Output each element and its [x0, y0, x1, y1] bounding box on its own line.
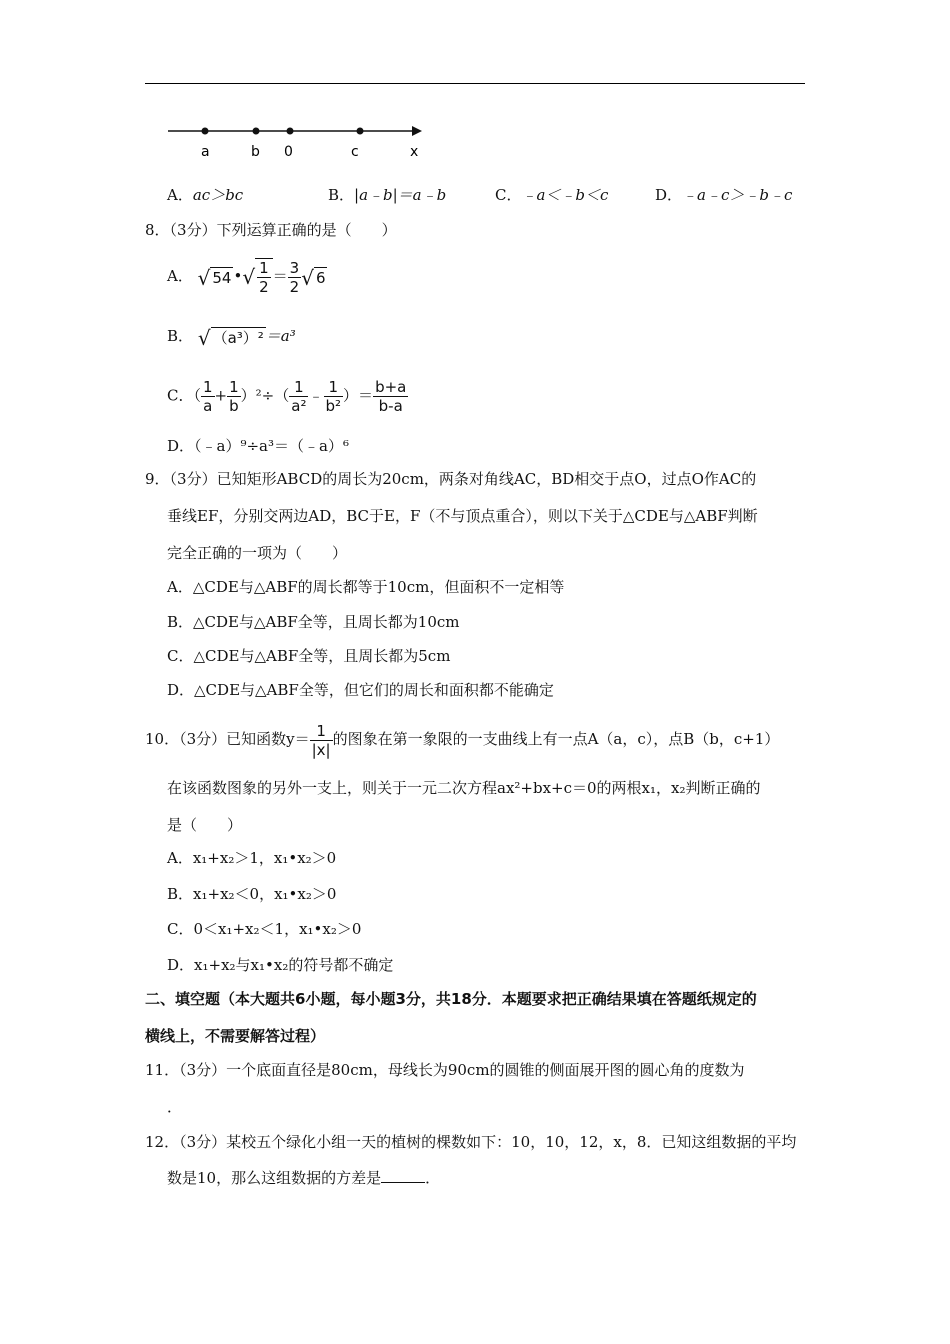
q8-b-label: B． — [167, 327, 194, 345]
q8-a-label: A． — [167, 267, 193, 285]
q9-line1: 9．（3分）已知矩形ABCD的周长为20cm，两条对角线AC，BD相交于点O，过点O作AC的 — [145, 470, 757, 488]
frac-1-a: $\frac{1}{a}$ — [203, 378, 213, 415]
q10-option-b: B．x₁+x₂＜0，x₁•x₂＞0 — [167, 885, 337, 903]
q7-b-label: B． — [328, 186, 355, 204]
q12-line1: 12．（3分）某校五个绿化小组一天的植树的棵数如下：10，10，12，x，8．已知这组数据的平均 — [145, 1133, 797, 1151]
q7-option-a — [167, 184, 243, 206]
q12-line2 — [167, 1167, 440, 1189]
q10-line1-post: 的图象在第一象限的一支曲线上有一点A（a，c），点B（b，c+1） — [332, 730, 780, 748]
q7-option-b — [328, 184, 446, 206]
frac-1-b: $\frac{1}{b}$ — [229, 378, 239, 415]
q12-line2-pre: 数是10，那么这组数据的方差是 — [167, 1169, 382, 1187]
number-line-figure — [160, 115, 450, 165]
point-a — [202, 128, 209, 135]
paren-div: ）²÷（ — [240, 386, 290, 405]
frac-1-a2: $\frac{1}{\text{a²}}$ — [291, 378, 307, 415]
q7-d-text: ﹣a﹣c＞﹣b﹣c — [682, 186, 793, 204]
q8-c-label: C． — [167, 386, 194, 405]
section2-heading-line2: 横线上，不需要解答过程） — [145, 1027, 326, 1045]
minus: ﹣ — [308, 386, 324, 405]
sqrt-half: √ $\frac{1}{2}$ — [242, 258, 272, 296]
q7-option-d — [655, 184, 792, 206]
sqrt-a3-squared: √ （a³）² — [197, 326, 264, 350]
answer-blank[interactable] — [381, 1168, 425, 1183]
q11-line1: 11．（3分）一个底面直径是80cm，母线长为90cm的圆锥的侧面展开图的圆心角的度数为 — [145, 1061, 745, 1079]
q8-d-text: （﹣a）⁹÷a³＝（﹣a）⁶ — [194, 437, 349, 455]
q8-option-a — [167, 258, 327, 296]
plus: + — [214, 386, 228, 405]
q10-line2: 在该函数图象的另外一支上，则关于一元二次方程ax²+bx+c＝0的两根x₁，x₂判断正确的 — [167, 779, 761, 797]
q11-line2: ． — [167, 1098, 183, 1116]
paren: （ — [193, 386, 201, 405]
arrow-head-icon — [412, 126, 422, 136]
q7-a-label: A． — [167, 186, 193, 204]
q9-line3: 完全正确的一项为（ ） — [167, 544, 348, 562]
frac-1-b2: $\frac{1}{\text{b²}}$ — [325, 378, 342, 415]
sqrt-54: √ 54 — [197, 266, 232, 290]
q7-c-label: C． — [495, 186, 522, 204]
point-0 — [287, 128, 294, 135]
label-0: 0 — [284, 144, 293, 160]
section2-heading-line1: 二、填空题（本大题共6小题，每小题3分，共18分．本题要求把正确结果填在答题纸规定的 — [145, 990, 757, 1008]
q7-b-text: |a﹣b|＝a﹣b — [354, 186, 447, 204]
frac-1-abs-x: $\frac{1}{|x|}$ — [311, 721, 331, 759]
q12-line2-post: ． — [425, 1169, 441, 1187]
q10-line1 — [145, 720, 779, 759]
label-b: b — [251, 144, 260, 160]
q7-a-text: ac＞bc — [192, 186, 244, 204]
paren-eq: ）＝ — [343, 386, 374, 405]
q8-option-c — [167, 378, 408, 415]
q9-option-b: B．△CDE与△ABF全等，且周长都为10cm — [167, 613, 460, 631]
q9-option-a: A．△CDE与△ABF的周长都等于10cm，但面积不一定相等 — [167, 578, 565, 596]
q8-d-label: D． — [167, 437, 195, 455]
q8-stem: 8．（3分）下列运算正确的是（ ） — [145, 221, 397, 239]
frac-ba-ba: $\frac{b+a}{b-a}$ — [375, 378, 407, 415]
frac-3-2: $\frac{3}{2}$ — [289, 258, 300, 296]
header-rule — [145, 83, 805, 84]
dot: • — [233, 267, 243, 285]
label-c: c — [351, 144, 359, 160]
equals: ＝ — [272, 267, 288, 285]
q10-option-d: D．x₁+x₂与x₁•x₂的符号都不确定 — [167, 956, 394, 974]
q9-option-c: C．△CDE与△ABF全等，且周长都为5cm — [167, 647, 451, 665]
q10-option-a: A．x₁+x₂＞1，x₁•x₂＞0 — [167, 849, 337, 867]
point-c — [357, 128, 364, 135]
q7-d-label: D． — [655, 186, 683, 204]
q7-option-c — [495, 184, 608, 206]
q8-b-eq: ＝a³ — [265, 327, 296, 345]
q9-option-d: D．△CDE与△ABF全等，但它们的周长和面积都不能确定 — [167, 681, 554, 699]
label-a: a — [201, 144, 210, 160]
q8-option-d — [167, 435, 349, 457]
q7-c-text: ﹣a＜﹣b＜c — [521, 186, 609, 204]
q9-line2: 垂线EF，分别交两边AD，BC于E，F（不与顶点重合），则以下关于△CDE与△ABF判断 — [167, 507, 758, 525]
point-b — [253, 128, 260, 135]
label-x: x — [410, 144, 419, 160]
q10-option-c: C．0＜x₁+x₂＜1，x₁•x₂＞0 — [167, 920, 362, 938]
q10-line3: 是（ ） — [167, 816, 243, 834]
q8-option-b — [167, 325, 296, 349]
q10-line1-pre: 10．（3分）已知函数y＝ — [145, 730, 310, 748]
sqrt-6: √ 6 — [301, 266, 326, 290]
